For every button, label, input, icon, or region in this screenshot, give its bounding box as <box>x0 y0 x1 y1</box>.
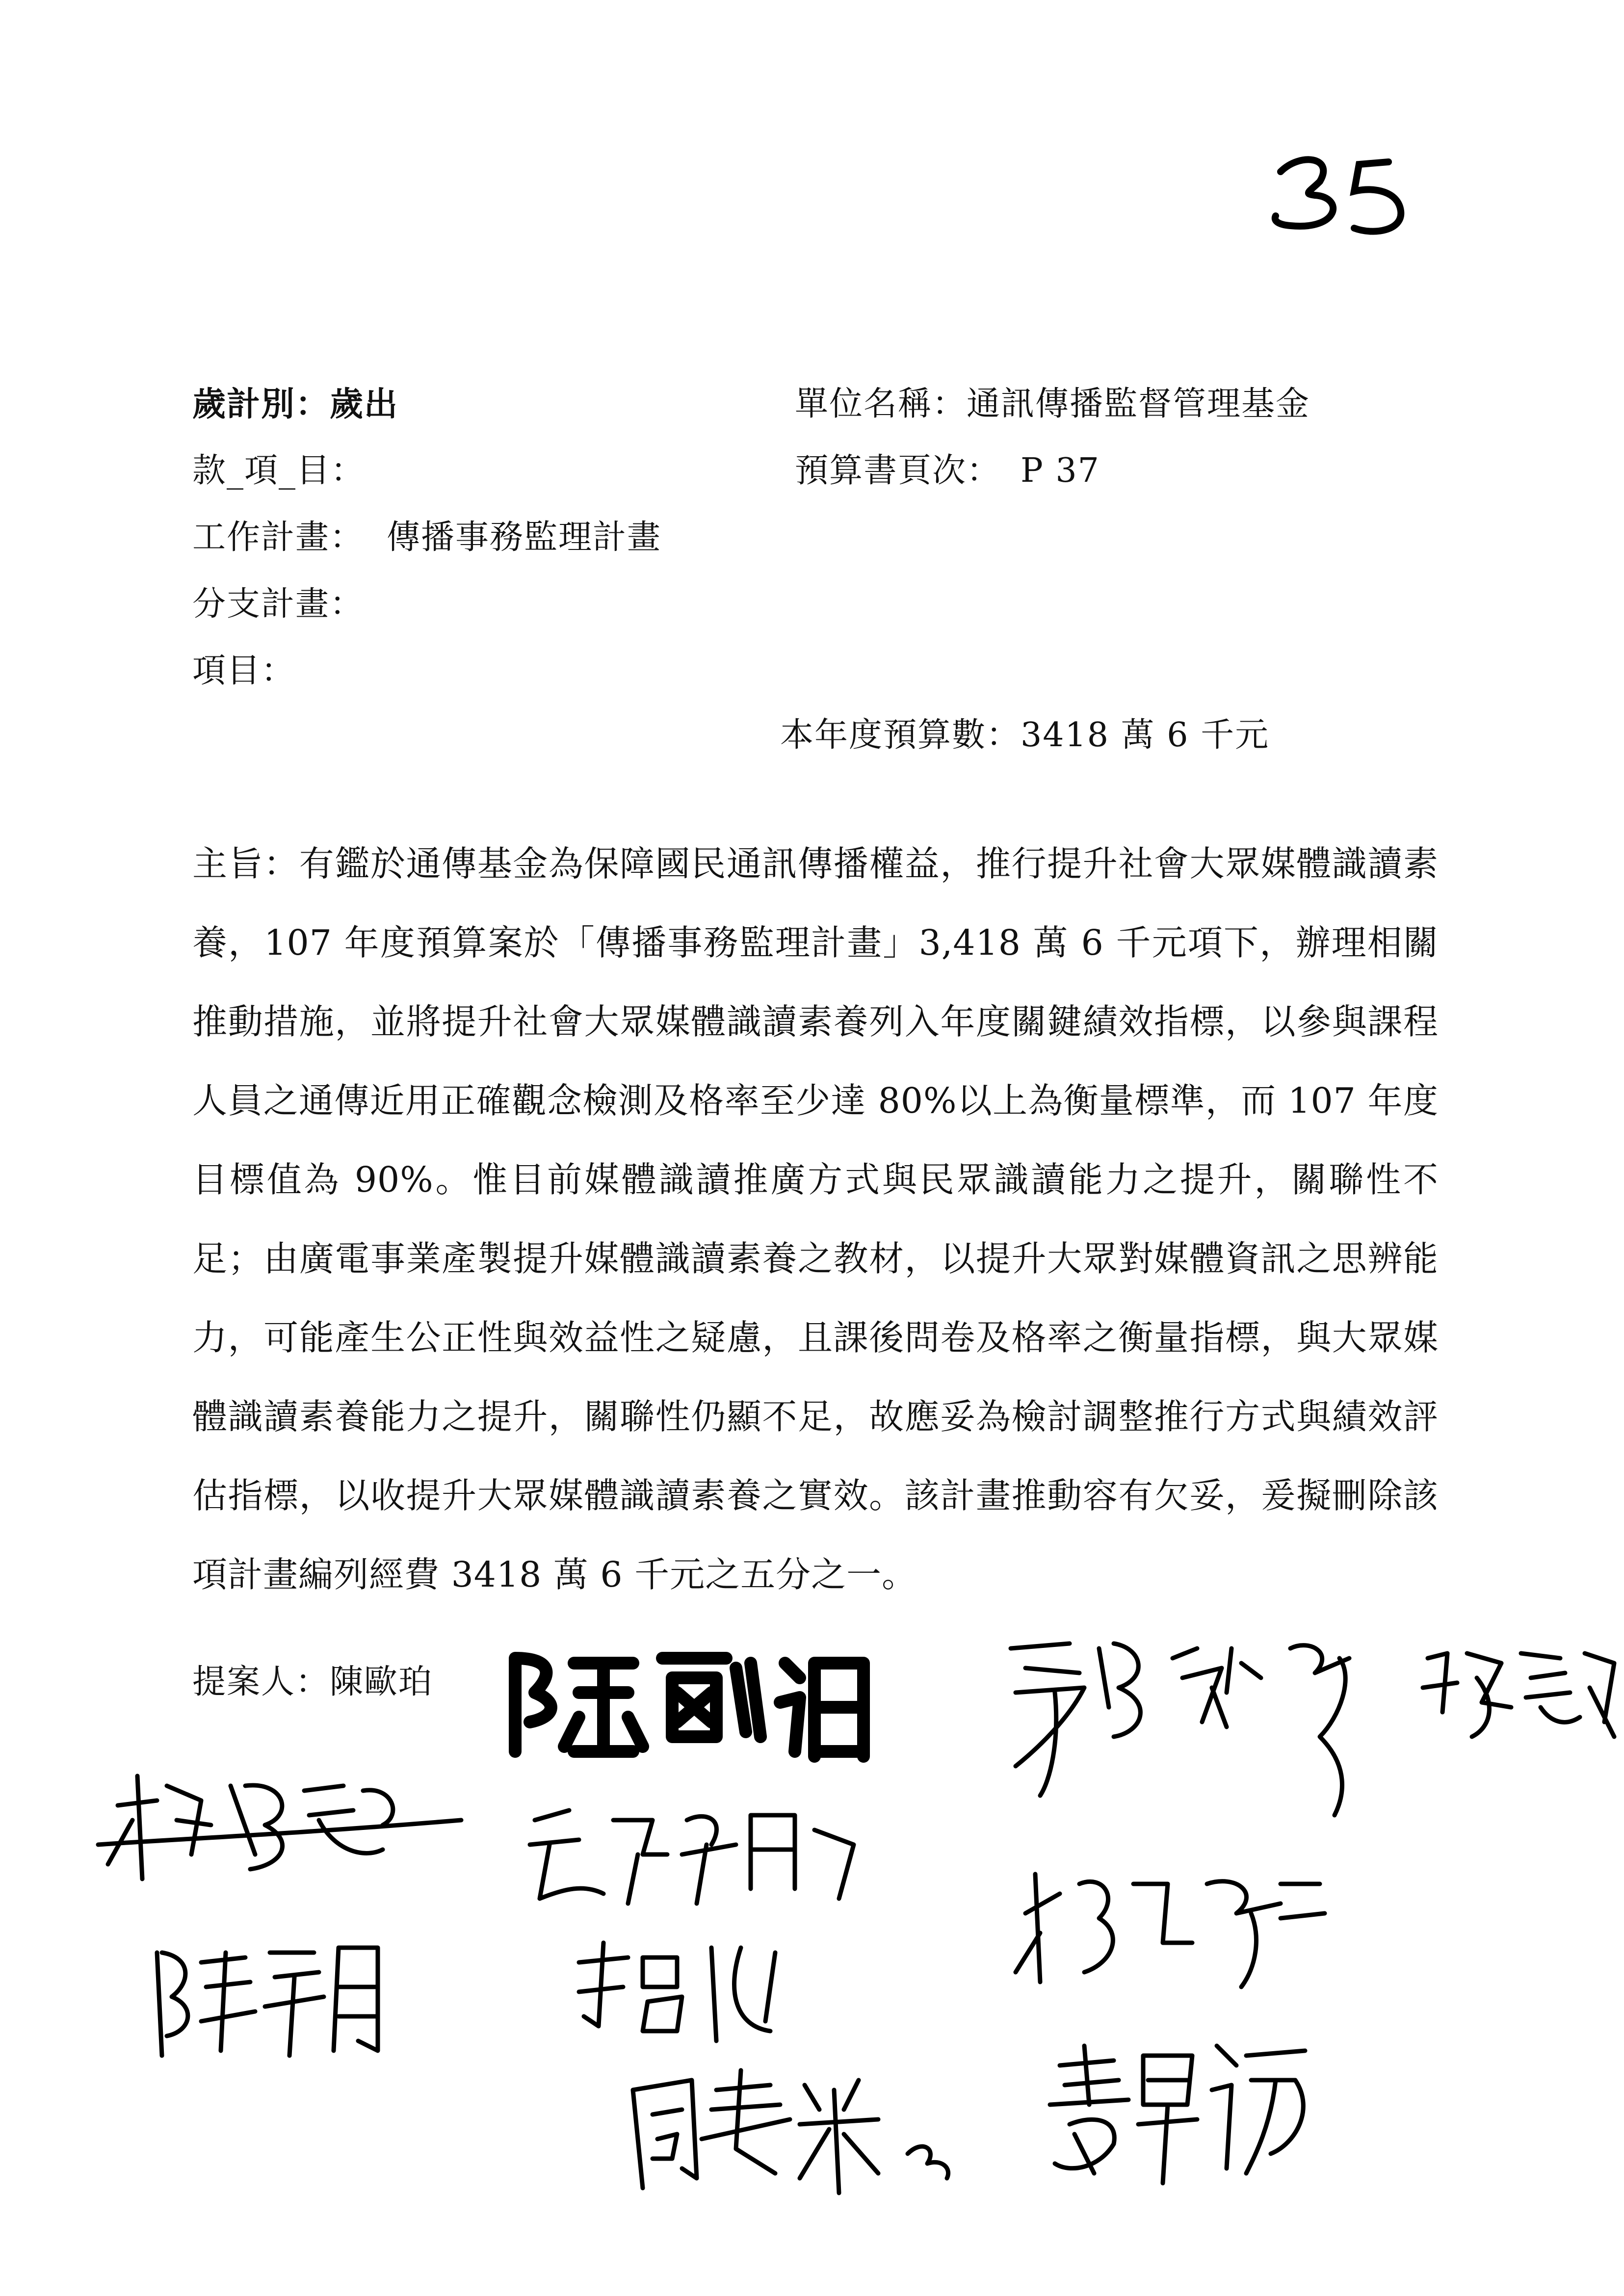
header-unit-name: 單位名稱：通訊傳播監督管理基金 <box>795 385 1310 423</box>
header-item: 項目： <box>192 652 296 690</box>
signature-chen-su-yueh <box>147 1923 402 2070</box>
signature-chou-chun-mi <box>613 2051 967 2198</box>
signature-li-kun-tse <box>564 1928 819 2056</box>
body-paragraph: 主旨：有鑑於通傳基金為保障國民通訊傳播權益，推行提升社會大眾媒體識讀素養，107 年度預算案於「傳播事務監理計畫」3,418 萬 6 千元項下，辦理相關推動措施，並將提升社會大眾媒體識讀素養列入年度關鍵績效指標，以參與課程人員之通傳近用正確觀念檢測及格率至少達 80%以上為衡量標準，而 107 年度目標值為 90%。惟目前媒體識讀推廣方式與民眾識讀能力之提升，關聯性不足；由廣電事業產製提升媒體識讀素養之教材，以提升大眾對媒體資訊之思辨能力，可能產生公正性與效益性之疑慮，且課後問卷及格率之衡量指標，與大眾媒體識讀素養能力之提升，關聯性仍顯不足，故應妥為檢討調整推行方式與績效評估指標，以收提升大眾媒體識讀素養之實效。該計畫推動容有欠妥，爰擬刪除該項計畫編列經費 3418 萬 6 千元之五分之一。 <box>192 843 1439 1595</box>
header-work-plan: 工作計畫： 傳播事務監理計畫 <box>192 518 662 557</box>
proposer-line: 提案人：陳歐珀 <box>192 1663 433 1701</box>
signature-su-chiao-hui <box>1006 1854 1339 2002</box>
signature-su-chen-ching <box>1040 2026 1335 2193</box>
header-sub-plan: 分支計畫： <box>192 585 365 624</box>
signature-cheng-pao-ching <box>996 1619 1388 1825</box>
header-budget-page: 預算書頁次： P 37 <box>795 451 1100 490</box>
handwritten-page-number <box>1261 142 1418 240</box>
header-year-type: 歲計別：歲出 <box>192 385 399 424</box>
signature-chung-chia-pin <box>520 1791 873 1918</box>
header-section: 款_項_目： <box>192 451 366 490</box>
signature-chen-ou-po <box>505 1639 878 1766</box>
signature-chen-yi-chieh <box>1413 1634 1619 1747</box>
signature-lin-chun-hsien <box>88 1756 471 1894</box>
budget-amount: 本年度預算數：3418 萬 6 千元 <box>780 716 1270 755</box>
